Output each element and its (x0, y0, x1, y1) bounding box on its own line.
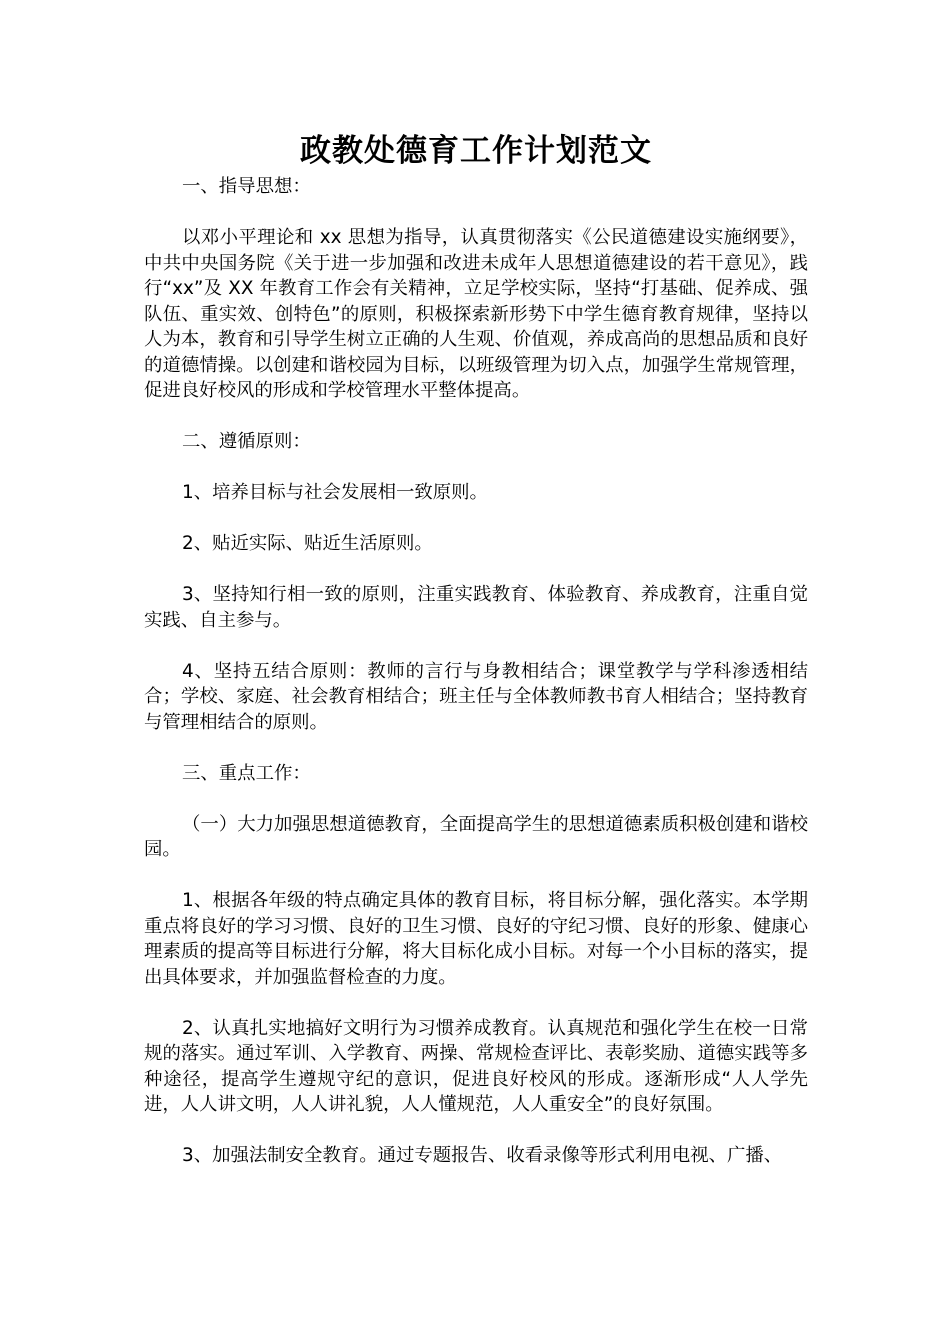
document-page (144, 128, 808, 1169)
key-work-item-2: 2、认真扎实地搞好文明行为习惯养成教育。认真规范和强化学生在校一日常规的落实。通过军训、入学教育、两操、常规检查评比、表彰奖励、道德实践等多种途径，提高学生遵规守纪的意识，促进良好校风的形成。逐渐形成“人人学先进，人人讲文明，人人讲礼貌，人人懂规范，人人重安全”的良好氛围。 (144, 1017, 808, 1115)
section-heading-principles: 二、遵循原则： (182, 431, 311, 452)
key-work-subheading-1: （一）大力加强思想道德教育，全面提高学生的思想道德素质积极创建和谐校园。 (144, 813, 808, 860)
document-title: 政教处德育工作计划范文 (300, 133, 652, 169)
principle-item-2: 2、贴近实际、贴近生活原则。 (182, 533, 433, 554)
principle-item-3: 3、坚持知行相一致的原则，注重实践教育、体验教育、养成教育，注重自觉实践、自主参与。 (144, 584, 808, 631)
key-work-item-3: 3、加强法制安全教育。通过专题报告、收看录像等形式利用电视、广播、 (182, 1145, 783, 1166)
section-heading-guiding-thought: 一、指导思想： (182, 176, 311, 197)
section-heading-key-work: 三、重点工作： (182, 762, 311, 784)
principle-item-1: 1、培养目标与社会发展相一致原则。 (182, 482, 488, 503)
key-work-item-1: 1、根据各年级的特点确定具体的教育目标，将目标分解，强化落实。本学期重点将良好的学习习惯、良好的卫生习惯、良好的守纪习惯、良好的形象、健康心理素质的提高等目标进行分解，将大目标化成小目标。对每一个小目标的落实，提出具体要求，并加强监督检查的力度。 (144, 890, 808, 988)
paragraph-guiding-thought-body: 以邓小平理论和 xx 思想为指导，认真贯彻落实《公民道德建设实施纲要》，中共中央国务院《关于进一步加强和改进未成年人思想道德建设的若干意见》，践行“xx”及 XX 年教育工作会有关精神，立足学校实际，坚持“打基础、促养成、强队伍、重实效、创特色”的原则，积极探索新形势下中学生德育教育规律，坚持以人为本，教育和引导学生树立正确的人生观、价值观，养成高尚的思想品质和良好的道德情操。以创建和谐校园为目标，以班级管理为切入点，加强学生常规管理，促进良好校风的形成和学校管理水平整体提高。 (144, 227, 808, 401)
principle-item-4: 4、坚持五结合原则：教师的言行与身教相结合；课堂教学与学科渗透相结合；学校、家庭、社会教育相结合；班主任与全体教师教书育人相结合；坚持教育与管理相结合的原则。 (144, 660, 808, 733)
